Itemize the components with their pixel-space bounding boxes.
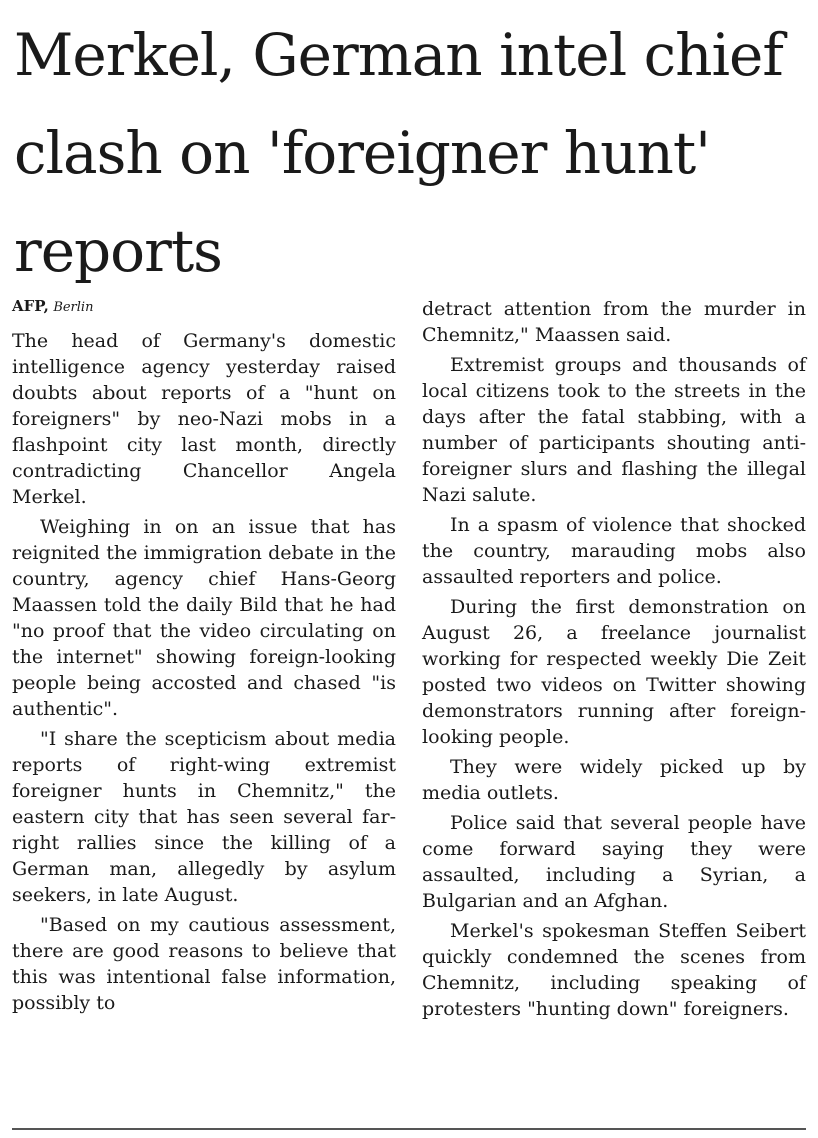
paragraph-continued: detract attention from the murder in Chemnitz," Maassen said. [422,298,806,346]
headline: Merkel, German intel chief clash on 'foreigner hunt' reports [14,21,783,285]
article-column-right [422,296,806,1026]
paragraph: Merkel's spokesman Steffen Seibert quickly condemned the scenes from Chemnitz, including speaking of protesters "hunting down" foreigners. [422,920,806,1020]
bottom-divider [12,1128,806,1130]
paragraph: Police said that several people have come forward saying they were assaulted, including a Syrian, a Bulgarian and an Afghan. [422,812,806,912]
paragraph: They were widely picked up by media outlets. [422,756,806,804]
paragraph: Extremist groups and thousands of local citizens took to the streets in the days after the fatal stabbing, with a number of participants shouting anti-foreigner slurs and flashing the illegal Nazi salute. [422,354,806,506]
paragraph: "Based on my cautious assessment, there are good reasons to believe that this was intentional false information, possibly to [12,914,396,1014]
byline-agency: AFP, [12,297,49,315]
byline-dateline: Berlin [53,300,94,315]
paragraph: "I share the scepticism about media reports of right-wing extremist foreigner hunts in Chemnitz," the eastern city that has seen several farright rallies since the killing of a German man, allegedly by asylum seekers, in late August. [12,728,396,906]
byline [12,296,396,318]
paragraph: In a spasm of violence that shocked the country, marauding mobs also assaulted reporters and police. [422,514,806,588]
article-column-left [12,296,396,1020]
paragraph: During the first demonstration on August 26, a freelance journalist working for respected weekly Die Zeit posted two videos on Twitter showing demonstrators running after foreign-looking people. [422,596,806,748]
paragraph: The head of Germany's domestic intelligence agency yesterday raised doubts about reports of a "hunt on foreigners" by neo-Nazi mobs in a flashpoint city last month, directly contradicting Chancellor Angela Merkel. [12,330,396,508]
paragraph: Weighing in on an issue that has reignited the immigration debate in the country, agency chief Hans-Georg Maassen told the daily Bild that he had "no proof that the video circulating on the internet" showing foreign-looking people being accosted and chased "is authentic". [12,516,396,720]
